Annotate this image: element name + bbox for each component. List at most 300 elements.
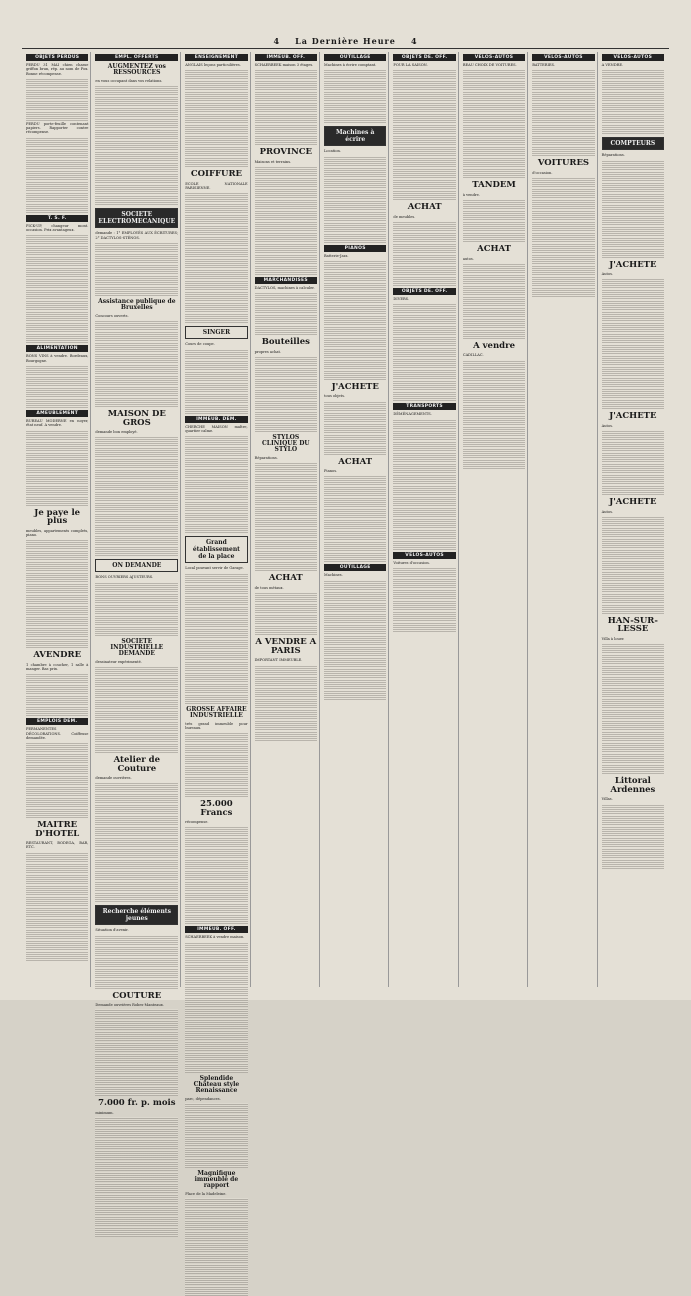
text-lines xyxy=(26,918,88,928)
text-lines xyxy=(26,89,88,99)
text-lines xyxy=(26,605,88,615)
text-lines xyxy=(26,181,88,191)
header-rule xyxy=(22,48,669,49)
text-lines xyxy=(393,369,455,379)
text-lines xyxy=(185,870,247,880)
text-lines xyxy=(602,463,664,473)
text-lines xyxy=(602,193,664,203)
text-lines xyxy=(26,148,88,158)
text-lines xyxy=(95,743,178,753)
text-lines xyxy=(393,507,455,517)
text-lines xyxy=(393,518,455,528)
ad-boxed-title: Machines à écrire xyxy=(324,126,386,146)
text-lines xyxy=(602,441,664,451)
ad-text: Villas. xyxy=(601,797,613,802)
text-lines xyxy=(324,189,386,199)
text-lines xyxy=(185,914,247,924)
text-lines xyxy=(255,113,317,123)
text-lines xyxy=(255,232,317,242)
text-lines xyxy=(185,1030,247,1040)
text-lines xyxy=(393,600,455,610)
text-lines xyxy=(185,113,247,123)
text-lines xyxy=(602,226,664,236)
text-lines xyxy=(95,582,178,592)
ad-text: DÉMÉNAGEMENTS. xyxy=(393,412,432,417)
text-lines xyxy=(26,863,88,873)
ad-boxed-title: SOCIETE ELECTROMECANIQUE xyxy=(95,208,178,228)
text-lines xyxy=(185,313,247,323)
text-lines xyxy=(463,135,525,145)
column-1 xyxy=(24,52,91,987)
text-lines xyxy=(602,516,664,526)
ad-text: BUREAU MODERNE en noyer, état neuf. A vendre. xyxy=(26,418,89,428)
category-header: TRANSPORTS xyxy=(393,403,455,410)
text-lines xyxy=(255,422,317,432)
text-lines xyxy=(26,684,88,694)
text-lines xyxy=(602,593,664,603)
text-lines xyxy=(26,398,88,408)
text-lines xyxy=(602,753,664,763)
text-lines xyxy=(532,124,594,134)
text-lines xyxy=(185,584,247,594)
ad-headline: J'ACHETE xyxy=(609,497,657,508)
text-lines xyxy=(532,210,594,220)
text-lines xyxy=(463,329,525,339)
text-lines xyxy=(95,793,178,803)
text-lines xyxy=(95,286,178,296)
text-lines xyxy=(95,870,178,880)
text-lines xyxy=(602,248,664,258)
text-lines xyxy=(185,754,247,764)
text-lines xyxy=(602,388,664,398)
text-lines xyxy=(95,513,178,523)
text-lines xyxy=(324,519,386,529)
text-lines xyxy=(324,412,386,422)
ad-headline: Splendide Château style Renaissance xyxy=(193,1074,240,1094)
ad-headline: 7.000 fr. p. mois xyxy=(98,1098,176,1109)
ad-headline: GROSSE AFFAIRE INDUSTRIELLE xyxy=(186,705,247,719)
text-lines xyxy=(324,486,386,496)
text-lines xyxy=(26,874,88,884)
text-lines xyxy=(26,365,88,375)
text-lines xyxy=(26,753,88,763)
text-lines xyxy=(95,447,178,457)
text-lines xyxy=(26,550,88,560)
text-lines xyxy=(393,146,455,156)
text-lines xyxy=(393,221,455,231)
ad-headline: Bouteilles xyxy=(261,337,310,348)
text-lines xyxy=(393,80,455,90)
text-lines xyxy=(463,426,525,436)
text-lines xyxy=(95,162,178,172)
text-lines xyxy=(463,91,525,101)
text-lines xyxy=(602,676,664,686)
ad-text: à vendre. xyxy=(462,192,480,197)
ad-headline: 25.000 Francs xyxy=(200,799,233,818)
ad-text: Réparations. xyxy=(601,153,625,158)
text-lines xyxy=(324,423,386,433)
text-lines xyxy=(393,254,455,264)
text-lines xyxy=(95,1205,178,1215)
text-lines xyxy=(255,221,317,231)
text-lines xyxy=(26,234,88,244)
text-lines xyxy=(255,314,317,324)
text-lines xyxy=(95,604,178,614)
ad-text: POUR LA SAISON. xyxy=(393,63,428,67)
ad-text: meubles, appartements complets, piano. xyxy=(26,528,89,537)
category-header: VELOS-AUTOS xyxy=(463,54,525,61)
text-lines xyxy=(602,859,664,869)
text-lines xyxy=(95,118,178,128)
text-lines xyxy=(255,378,317,388)
text-lines xyxy=(324,497,386,507)
text-lines xyxy=(95,1216,178,1226)
category-header: IMMEUB. DEM. xyxy=(185,416,247,423)
text-lines xyxy=(95,1194,178,1204)
category-header: MARCHANDISES xyxy=(255,277,317,284)
text-lines xyxy=(393,69,455,79)
text-lines xyxy=(393,540,455,550)
text-lines xyxy=(95,826,178,836)
text-lines xyxy=(185,1052,247,1062)
text-lines xyxy=(185,1147,247,1157)
text-lines xyxy=(463,263,525,273)
ad-text: BONS VINS à vendre. Bordeaux, Bourgogne. xyxy=(26,354,89,363)
ad-headline: PROVINCE xyxy=(259,147,312,158)
ad-text: DIVERS. xyxy=(393,297,410,302)
category-header: OBJETS DE. OFF. xyxy=(393,54,455,61)
text-lines xyxy=(255,687,317,697)
text-lines xyxy=(393,622,455,632)
text-lines xyxy=(324,668,386,678)
ad-text: ECOLE NATIONALE PARISIENNE. xyxy=(185,181,248,191)
text-lines xyxy=(185,859,247,869)
text-lines xyxy=(393,265,455,275)
text-lines xyxy=(95,935,178,945)
text-lines xyxy=(26,797,88,807)
ad-text: Situation d'avenir. xyxy=(95,928,129,933)
text-lines xyxy=(95,491,178,501)
text-lines xyxy=(95,1020,178,1030)
text-lines xyxy=(185,1242,247,1252)
text-lines xyxy=(95,892,178,902)
text-lines xyxy=(393,485,455,495)
category-header: IMMEUB. OFF. xyxy=(255,54,317,61)
ad-text: en vous occupant dans vos relations. xyxy=(95,79,163,83)
text-lines xyxy=(255,462,317,472)
text-lines xyxy=(95,593,178,603)
text-lines xyxy=(463,124,525,134)
text-lines xyxy=(602,430,664,440)
text-lines xyxy=(185,683,247,693)
text-lines xyxy=(324,657,386,667)
text-lines xyxy=(26,583,88,593)
ad-headline: Magnifique immeuble de rapport xyxy=(194,1170,239,1190)
text-lines xyxy=(324,113,386,123)
text-lines xyxy=(95,710,178,720)
text-lines xyxy=(26,100,88,110)
ad-text: demande : 1° EMPLOYÉS AUX ÉCRITURES; 2° DACTYLOS-STÉNOS. xyxy=(95,231,179,240)
text-lines xyxy=(602,527,664,537)
text-lines xyxy=(95,535,178,545)
text-lines xyxy=(255,265,317,275)
text-lines xyxy=(95,1128,178,1138)
text-lines xyxy=(602,355,664,365)
text-lines xyxy=(95,1172,178,1182)
text-lines xyxy=(26,742,88,752)
text-lines xyxy=(185,837,247,847)
text-lines xyxy=(95,1150,178,1160)
text-lines xyxy=(26,852,88,862)
text-lines xyxy=(255,665,317,675)
text-lines xyxy=(26,706,88,716)
ad-text: 1 chambre à coucher, 1 salle à manger. Bas prix. xyxy=(26,662,89,671)
text-lines xyxy=(393,179,455,189)
ad-text: Autos. xyxy=(601,423,614,428)
text-lines xyxy=(185,382,247,392)
text-lines xyxy=(324,679,386,689)
text-lines xyxy=(26,322,88,332)
text-lines xyxy=(95,320,178,330)
text-lines xyxy=(255,614,317,624)
text-lines xyxy=(393,529,455,539)
column-5 xyxy=(322,52,389,987)
text-lines xyxy=(185,650,247,660)
text-lines xyxy=(26,203,88,213)
text-lines xyxy=(26,775,88,785)
text-lines xyxy=(602,366,664,376)
text-lines xyxy=(602,113,664,123)
text-lines xyxy=(324,646,386,656)
text-lines xyxy=(185,732,247,742)
text-lines xyxy=(255,303,317,313)
text-lines xyxy=(185,765,247,775)
text-lines xyxy=(393,567,455,577)
ad-text: propres achat. xyxy=(254,349,282,354)
text-lines xyxy=(255,188,317,198)
text-lines xyxy=(185,694,247,704)
text-lines xyxy=(95,721,178,731)
text-lines xyxy=(255,166,317,176)
category-header: ENSEIGNEMENT xyxy=(185,54,247,61)
text-lines xyxy=(26,695,88,705)
column-8 xyxy=(530,52,597,987)
ad-text: demande ouvrières. xyxy=(95,776,132,781)
text-lines xyxy=(26,159,88,169)
ad-headline: AVENDRE xyxy=(33,650,82,661)
ad-text: d'occasion. xyxy=(532,170,553,175)
text-lines xyxy=(324,541,386,551)
ad-text: PERDU porte-feuille contenant papiers. Rapporter contre récompense. xyxy=(26,121,89,135)
text-lines xyxy=(95,140,178,150)
text-lines xyxy=(602,804,664,814)
text-lines xyxy=(602,452,664,462)
text-lines xyxy=(26,561,88,571)
text-lines xyxy=(255,91,317,101)
text-lines xyxy=(95,342,178,352)
ad-text: Autos. xyxy=(601,272,614,277)
ad-text: BEAU CHOIX DE VOITURES. xyxy=(462,63,517,67)
text-lines xyxy=(95,666,178,676)
ad-headline: Je paye le plus xyxy=(34,507,81,527)
text-lines xyxy=(185,1264,247,1274)
text-lines xyxy=(255,135,317,145)
text-lines xyxy=(95,699,178,709)
ad-text: Cours de coupe. xyxy=(185,342,215,347)
classified-columns xyxy=(24,52,666,1197)
ad-text: PICK-UP, changeur mont. occasion. Prix avantageux. xyxy=(26,223,89,233)
ad-text: DACTYLOS, machines à calculer. xyxy=(254,286,315,291)
ad-text: BATTERIES. xyxy=(532,63,555,67)
text-lines xyxy=(602,582,664,592)
text-lines xyxy=(255,625,317,635)
text-lines xyxy=(463,393,525,403)
text-lines xyxy=(95,129,178,139)
text-lines xyxy=(95,184,178,194)
text-lines xyxy=(26,764,88,774)
text-lines xyxy=(95,386,178,396)
text-lines xyxy=(26,474,88,484)
text-lines xyxy=(602,182,664,192)
category-header: VELOS-AUTOS xyxy=(532,54,594,61)
text-lines xyxy=(95,1183,178,1193)
page-number-right: 4 xyxy=(410,36,418,46)
text-lines xyxy=(185,595,247,605)
text-lines xyxy=(26,638,88,648)
ad-text: Machines à écrire comptant. xyxy=(324,63,377,67)
text-lines xyxy=(324,102,386,112)
text-lines xyxy=(393,441,455,451)
text-lines xyxy=(602,160,664,170)
text-lines xyxy=(255,506,317,516)
ad-text: de tous métaux. xyxy=(254,585,284,590)
ad-text: minimum. xyxy=(95,1110,114,1115)
text-lines xyxy=(26,885,88,895)
text-lines xyxy=(255,177,317,187)
category-header: OUTILLAGE xyxy=(324,54,386,61)
text-lines xyxy=(185,371,247,381)
text-lines xyxy=(324,530,386,540)
text-lines xyxy=(95,173,178,183)
text-lines xyxy=(532,146,594,156)
category-header: EMPL. OFFERTS xyxy=(95,54,178,61)
text-lines xyxy=(185,468,247,478)
text-lines xyxy=(324,271,386,281)
text-lines xyxy=(185,628,247,638)
text-lines xyxy=(324,211,386,221)
ad-text: RESTAURANT, BODEGA, BAR, ETC. xyxy=(26,841,89,850)
text-lines xyxy=(26,594,88,604)
column-2 xyxy=(93,52,181,1115)
text-lines xyxy=(463,448,525,458)
ad-text: Réparations. xyxy=(254,456,278,461)
text-lines xyxy=(602,698,664,708)
text-lines xyxy=(255,80,317,90)
text-lines xyxy=(602,215,664,225)
text-lines xyxy=(255,592,317,602)
text-lines xyxy=(95,677,178,687)
ad-text: Maisons et terrains. xyxy=(254,159,292,164)
text-lines xyxy=(95,353,178,363)
text-lines xyxy=(602,322,664,332)
ad-boxed-title: COMPTEURS xyxy=(602,137,664,150)
text-lines xyxy=(463,285,525,295)
text-lines xyxy=(393,102,455,112)
text-lines xyxy=(393,347,455,357)
text-lines xyxy=(532,221,594,231)
text-lines xyxy=(463,415,525,425)
text-lines xyxy=(324,552,386,562)
text-lines xyxy=(185,1209,247,1219)
text-lines xyxy=(95,480,178,490)
text-lines xyxy=(95,968,178,978)
ad-text: demande bon employé. xyxy=(95,430,138,435)
ad-text: Autos. xyxy=(601,509,614,514)
ad-headline: VOITURES xyxy=(537,158,590,169)
text-lines xyxy=(393,190,455,200)
text-lines xyxy=(95,1042,178,1052)
text-lines xyxy=(95,364,178,374)
text-lines xyxy=(26,616,88,626)
text-lines xyxy=(393,135,455,145)
text-lines xyxy=(324,370,386,380)
text-lines xyxy=(26,786,88,796)
text-lines xyxy=(393,124,455,134)
ad-headline: J'ACHETE xyxy=(609,259,657,270)
text-lines xyxy=(185,135,247,145)
text-lines xyxy=(602,80,664,90)
text-lines xyxy=(324,69,386,79)
text-lines xyxy=(532,265,594,275)
category-header: EMPLOIS DEM. xyxy=(26,718,88,725)
text-lines xyxy=(602,560,664,570)
category-header: OUTILLAGE xyxy=(324,564,386,571)
ad-headline: COUTURE xyxy=(112,990,162,1001)
text-lines xyxy=(185,606,247,616)
column-9 xyxy=(600,52,666,987)
text-lines xyxy=(463,371,525,381)
text-lines xyxy=(255,676,317,686)
text-lines xyxy=(185,258,247,268)
ad-text: CHERCHE MAISON maître, quartier calme. xyxy=(185,424,248,433)
page-header xyxy=(22,36,669,46)
ad-text: Demande ouvrières Robes-Manteaux. xyxy=(95,1003,164,1008)
ad-headline: Assistance publique de Bruxelles xyxy=(98,297,176,311)
text-lines xyxy=(185,280,247,290)
text-lines xyxy=(185,617,247,627)
text-lines xyxy=(602,538,664,548)
text-lines xyxy=(185,1158,247,1168)
text-lines xyxy=(393,325,455,335)
text-lines xyxy=(95,837,178,847)
ad-headline: ACHAT xyxy=(268,573,303,584)
text-lines xyxy=(95,375,178,385)
text-lines xyxy=(393,243,455,253)
text-lines xyxy=(95,96,178,106)
text-lines xyxy=(532,113,594,123)
text-lines xyxy=(255,389,317,399)
ad-text: récompense. xyxy=(185,820,209,825)
text-lines xyxy=(324,508,386,518)
ad-boxed-title: ON DEMANDE xyxy=(95,559,178,572)
text-lines xyxy=(95,85,178,95)
ad-text: PERDU 31 MAI chien chasse griffon brun, rép. au nom de Fox. Bonne récompense. xyxy=(26,63,89,76)
text-lines xyxy=(185,1220,247,1230)
text-lines xyxy=(185,975,247,985)
text-lines xyxy=(393,232,455,242)
text-lines xyxy=(95,1064,178,1074)
ad-text: Place de la Madeleine. xyxy=(185,1192,227,1197)
